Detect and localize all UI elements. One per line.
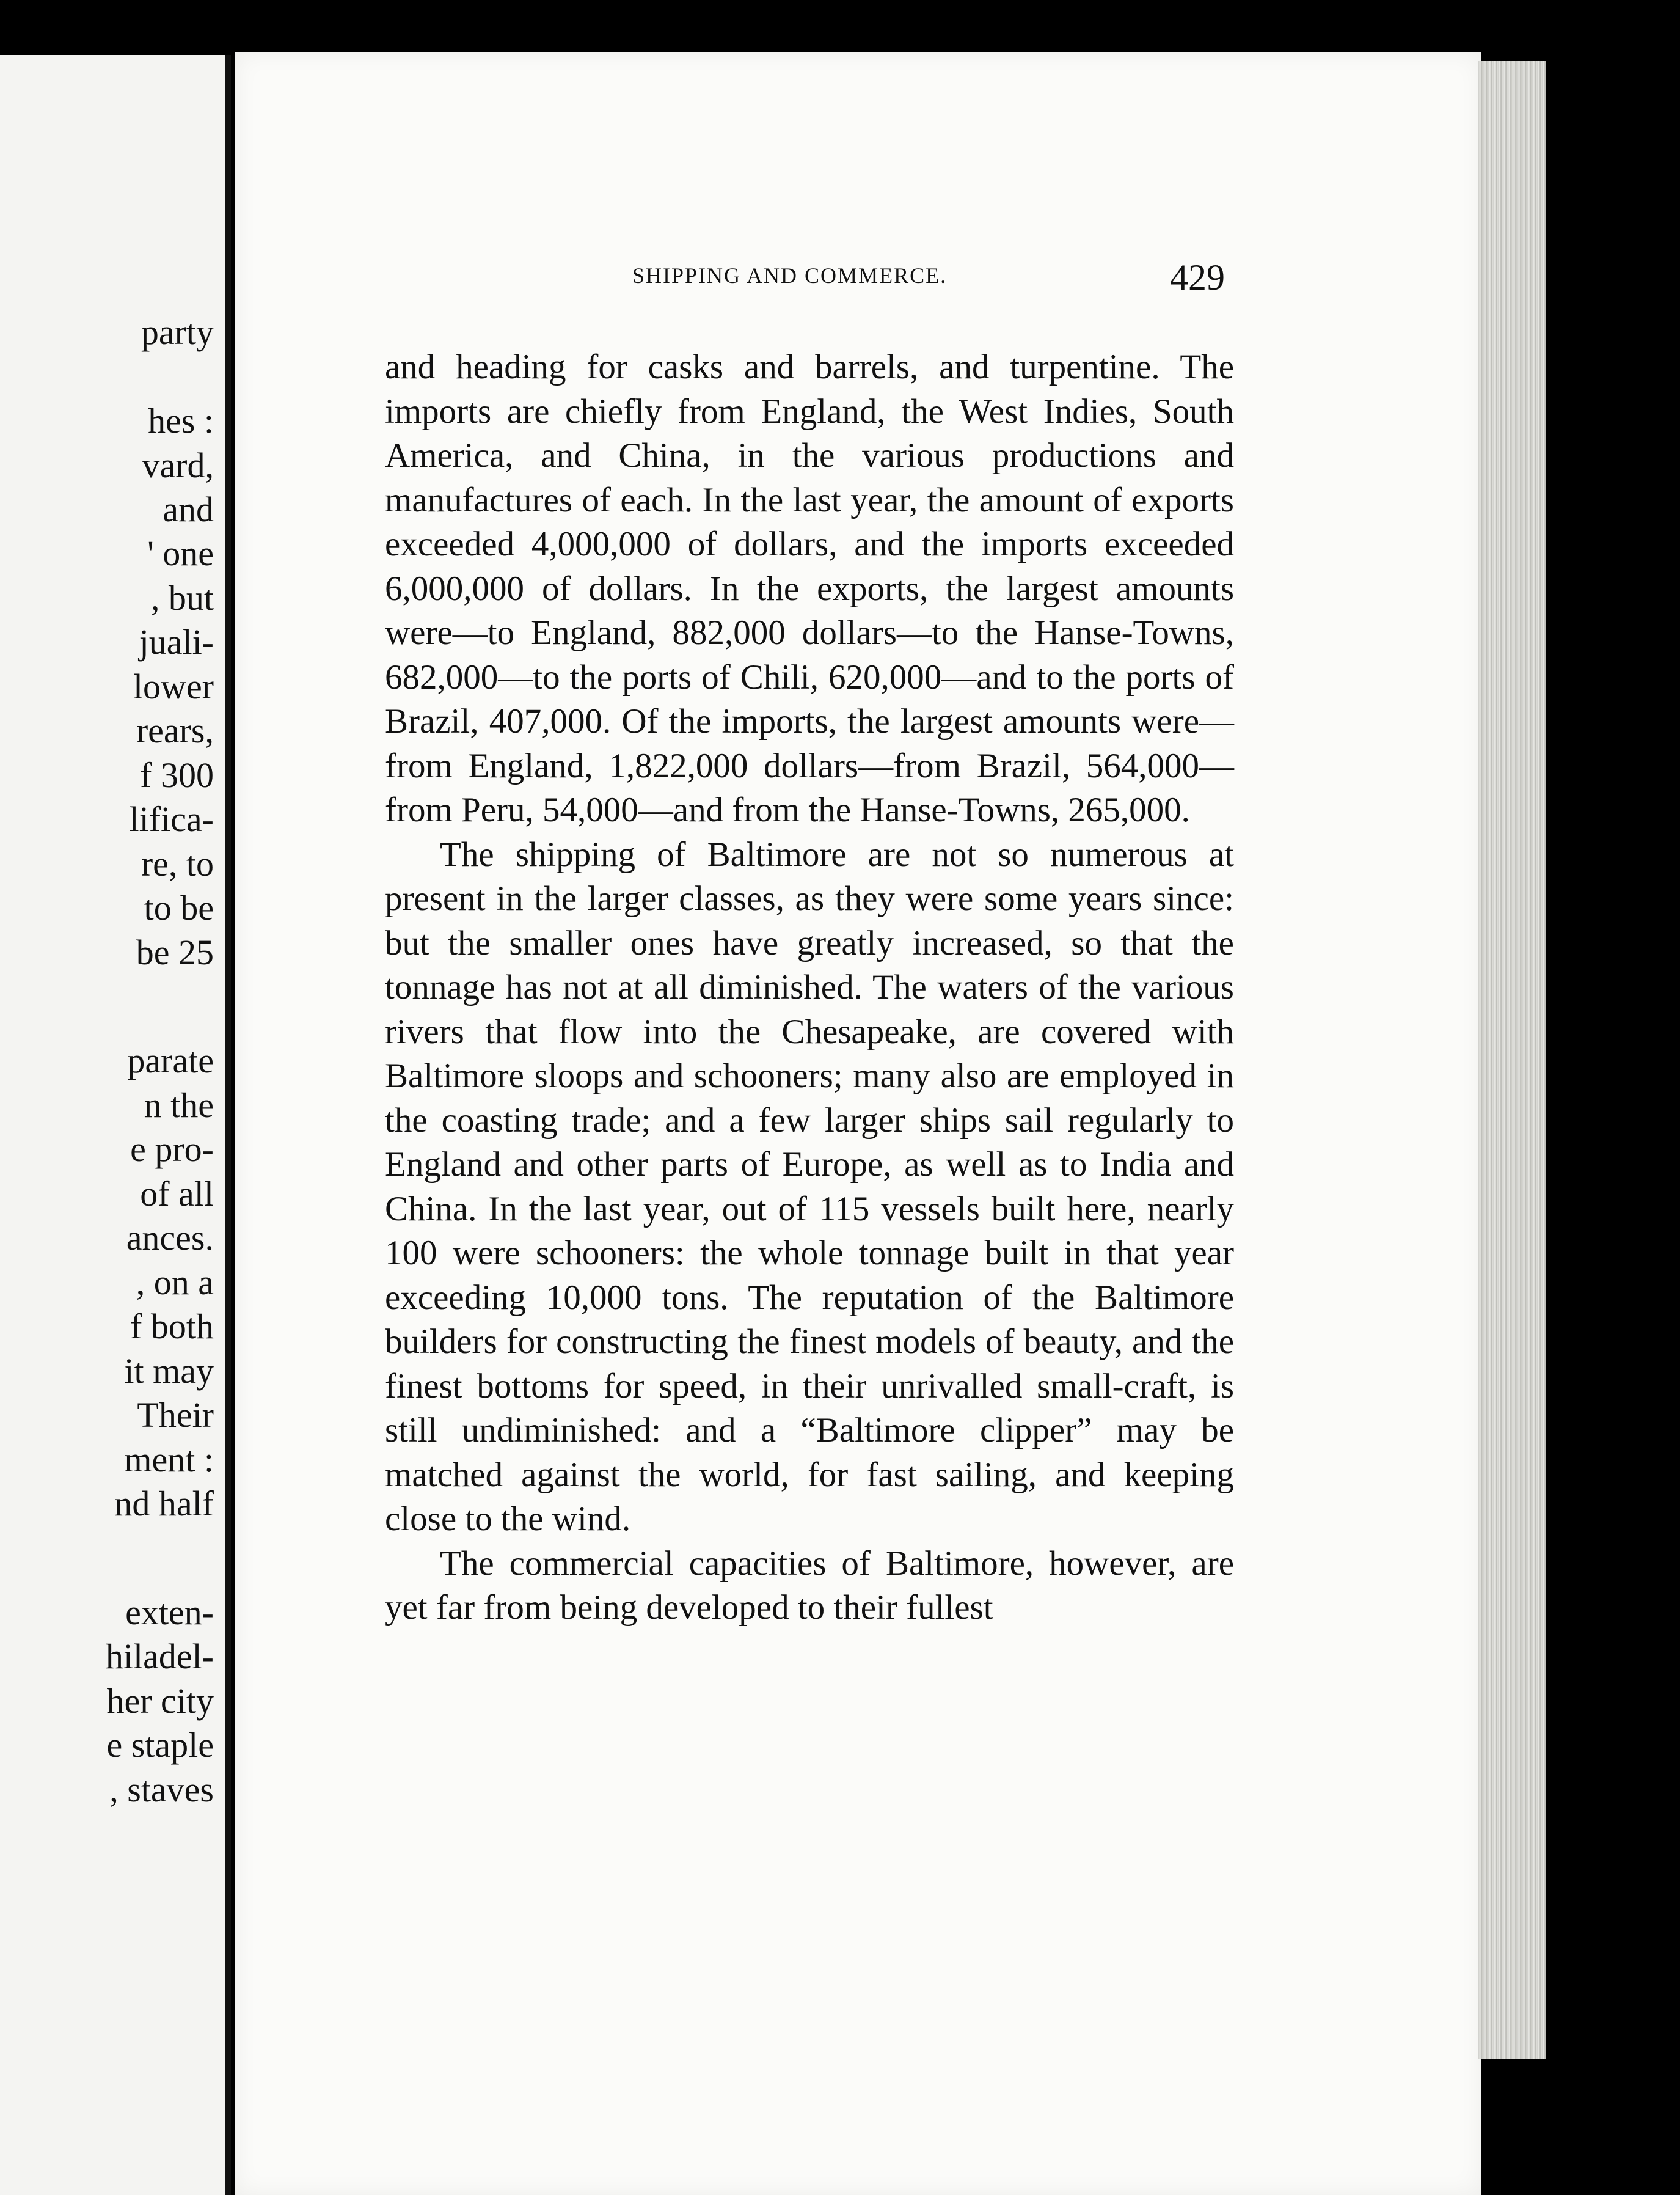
previous-page-line-end: ances. <box>126 1218 214 1258</box>
previous-page-line-end: party <box>141 312 214 352</box>
previous-page-line-end: nd half <box>114 1484 214 1523</box>
previous-page-line-end: re, to <box>141 844 214 884</box>
running-head: SHIPPING AND COMMERCE. <box>632 263 948 288</box>
previous-page-line-end: hes : <box>148 401 214 441</box>
previous-page-line-end: parate <box>127 1041 214 1080</box>
previous-page-line-end: , staves <box>109 1770 214 1809</box>
previous-page-line-end: vard, <box>142 445 214 485</box>
previous-page-line-end: n the <box>144 1085 214 1125</box>
previous-page-line-end: f 300 <box>140 755 214 795</box>
previous-page-line-end: ment : <box>124 1440 214 1479</box>
paragraph: The commercial capacities of Baltimore, however, are yet far from being developed to their fullest <box>385 1544 1234 1627</box>
previous-page-line-end: be 25 <box>136 933 214 972</box>
previous-page-line-end: it may <box>124 1351 214 1391</box>
previous-page-line-end: , but <box>150 578 214 618</box>
page-number: 429 <box>1170 257 1225 298</box>
previous-page-line-end: exten- <box>125 1592 214 1632</box>
page-edges <box>1478 61 1546 2059</box>
previous-page-fragment <box>0 55 231 2195</box>
previous-page-line-end: to be <box>144 888 214 928</box>
paragraph: and heading for casks and barrels, and turpentine. The imports are chiefly from England, the West Indies, South America, and China, in the various productions and manufactures of each. In the last year, the amount of exports exceeded 4,000,000 of dollars, and the imports exceeded 6,000,000 of dollars. In the exports, the largest amounts were—to England, 882,000 dollars—to the Hanse-Towns, 682,000—to the ports of Chili, 620,000—and to the ports of Brazil, 407,000. Of the imports, the largest amounts were—from England, 1,822,000 dollars—from Brazil, 564,000—from Peru, 54,000—and from the Hanse-Towns, 265,000. <box>385 348 1234 829</box>
body-text <box>385 345 1234 1630</box>
paragraph: The shipping of Baltimore are not so numerous at present in the larger classes, as they were some years since: but the smaller ones have greatly increased, so that the tonnage has not at all diminished. The waters of the various rivers that flow into the Chesapeake, are covered with Baltimore sloops and schooners; many also are employed in the coasting trade; and a few larger ships sail regularly to England and other parts of Europe, as well as to India and China. In the last year, out of 115 vessels built here, nearly 100 were schooners: the whole tonnage built in that year exceeding 10,000 tons. The reputation of the Baltimore builders for constructing the finest models of beauty, and the finest bottoms for speed, in their unrivalled small-craft, is still undiminished: and a “Baltimore clipper” may be matched against the world, for fast sailing, and keeping close to the wind. <box>385 835 1234 1538</box>
previous-page-line-end: and <box>163 489 214 529</box>
previous-page-line-end: Their <box>137 1395 214 1435</box>
previous-page-line-end: rears, <box>136 711 214 750</box>
previous-page-line-end: f both <box>130 1306 214 1346</box>
previous-page-line-end: , on a <box>136 1262 214 1302</box>
previous-page-line-end: her city <box>106 1681 214 1721</box>
previous-page-line-end: lower <box>133 667 214 706</box>
previous-page-line-end: hiladel- <box>105 1636 214 1676</box>
previous-page-line-end: lifica- <box>129 799 214 839</box>
previous-page-line-end: e staple <box>106 1725 214 1765</box>
previous-page-line-end: juali- <box>139 622 214 662</box>
previous-page-line-end: ' one <box>147 533 214 573</box>
previous-page-line-end: e pro- <box>130 1129 214 1169</box>
previous-page-line-end: of all <box>140 1174 214 1214</box>
